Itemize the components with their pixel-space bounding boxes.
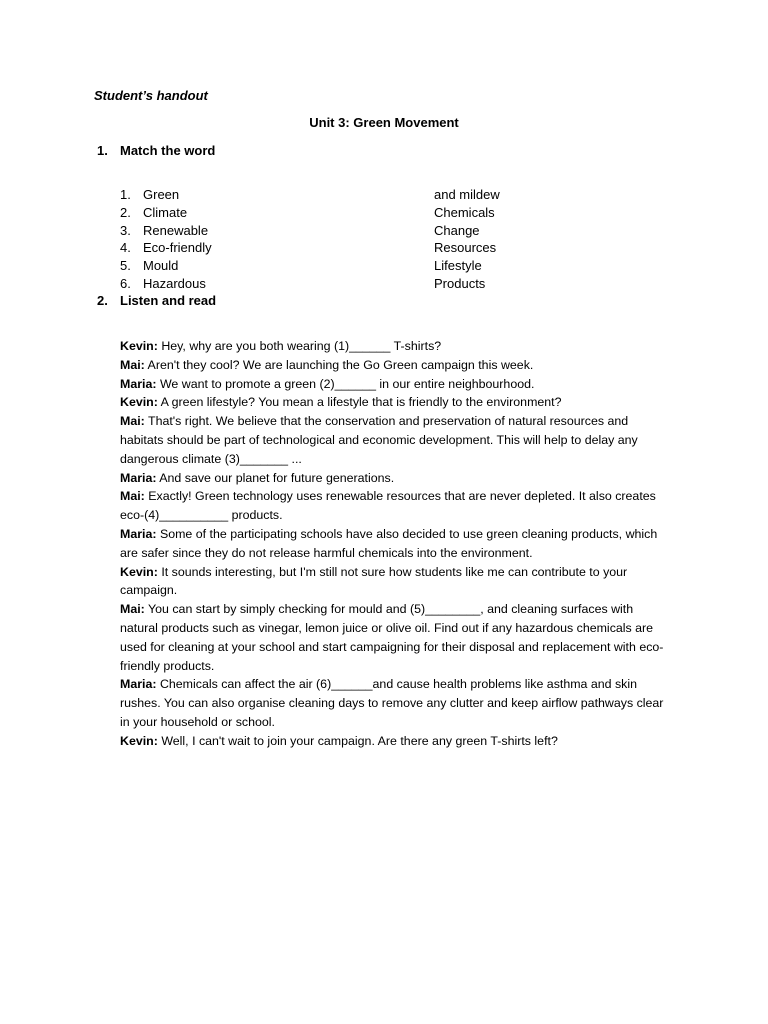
section-2-title: Listen and read [120, 293, 217, 308]
dialogue-line [120, 732, 672, 751]
dialogue-line [120, 356, 672, 375]
dialogue-text: Aren't they cool? We are launching the Go Green campaign this week. [144, 357, 534, 372]
dialogue-line [120, 525, 672, 563]
handout-label: Student’s handout [94, 88, 208, 103]
dialogue-text: We want to promote a green (2)______ in our entire neighbourhood. [156, 376, 535, 391]
section-2-number: 2. [97, 293, 108, 308]
list-item: 1. Green [120, 187, 180, 202]
dialogue-text: You can start by simply checking for mould and (5)________, and cleaning surfaces with natural products such as vinegar, lemon juice or olive oil. Find out if any hazardous chemicals are used for cleaning at your school and start campaigning for their disposal and replacement with eco-friendly products. [120, 602, 664, 673]
dialogue-line [120, 412, 672, 468]
list-item: and mildew [434, 187, 500, 202]
dialogue-line [120, 675, 672, 731]
speaker-name: Mai: [120, 414, 145, 429]
list-item: Chemicals [434, 204, 495, 220]
speaker-name: Kevin: [120, 733, 158, 748]
list-item: 4. Eco-friendly [120, 240, 212, 256]
list-item: 3. Renewable [120, 222, 209, 238]
dialogue-line [120, 563, 672, 601]
list-item: 2. Climate [120, 204, 188, 220]
speaker-name: Mai: [120, 357, 145, 372]
dialogue-text: Exactly! Green technology uses renewable resources that are never depleted. It also creates eco-(4)__________ products. [120, 489, 656, 523]
dialogue-text: Chemicals can affect the air (6)______and cause health problems like asthma and skin rushes. You can also organise cleaning days to remove any clutter and keep airflow pathways clear in your household or school. [120, 677, 664, 729]
list-item: Products [434, 275, 486, 291]
dialogue-text: A green lifestyle? You mean a lifestyle that is friendly to the environment? [157, 395, 562, 410]
list-item: 6. Hazardous [120, 275, 206, 291]
dialogue-line [120, 469, 672, 488]
speaker-name: Maria: [120, 677, 157, 692]
section-1-number: 1. [97, 143, 108, 158]
dialogue-text: Some of the participating schools have also decided to use green cleaning products, which are safer since they do not release harmful chemicals into the environment. [120, 526, 658, 560]
dialogue-line [120, 393, 672, 412]
section-1-title: Match the word [120, 143, 216, 158]
dialogue-text: That's right. We believe that the conservation and preservation of natural resources and habitats should be part of technological and economic development. This will help to delay any dangerous climate (3)_______ ... [120, 414, 638, 466]
speaker-name: Maria: [120, 526, 157, 541]
dialogue-line [120, 337, 672, 356]
dialogue-text: Hey, why are you both wearing (1)______ T-shirts? [157, 339, 442, 353]
dialogue-text: Well, I can't wait to join your campaign. Are there any green T-shirts left? [157, 733, 558, 748]
speaker-name: Kevin: [120, 339, 158, 353]
dialogue-line [120, 375, 672, 394]
list-item: Lifestyle [434, 258, 482, 274]
speaker-name: Kevin: [120, 395, 158, 410]
speaker-name: Mai: [120, 489, 145, 504]
speaker-name: Maria: [120, 376, 157, 391]
list-item: Resources [434, 240, 497, 256]
dialogue-line [120, 487, 672, 525]
match-right-list [434, 187, 634, 294]
dialogue-text: It sounds interesting, but I'm still not sure how students like me can contribute to your campaign. [120, 564, 628, 598]
speaker-name: Maria: [120, 470, 157, 485]
speaker-name: Kevin: [120, 564, 158, 579]
list-item: 5. Mould [120, 258, 179, 274]
speaker-name: Mai: [120, 602, 145, 617]
dialogue-line [120, 600, 672, 675]
list-item: Change [434, 222, 480, 238]
dialogue [120, 337, 672, 751]
dialogue-text: And save our planet for future generations. [156, 470, 395, 485]
unit-title: Unit 3: Green Movement [309, 115, 459, 130]
